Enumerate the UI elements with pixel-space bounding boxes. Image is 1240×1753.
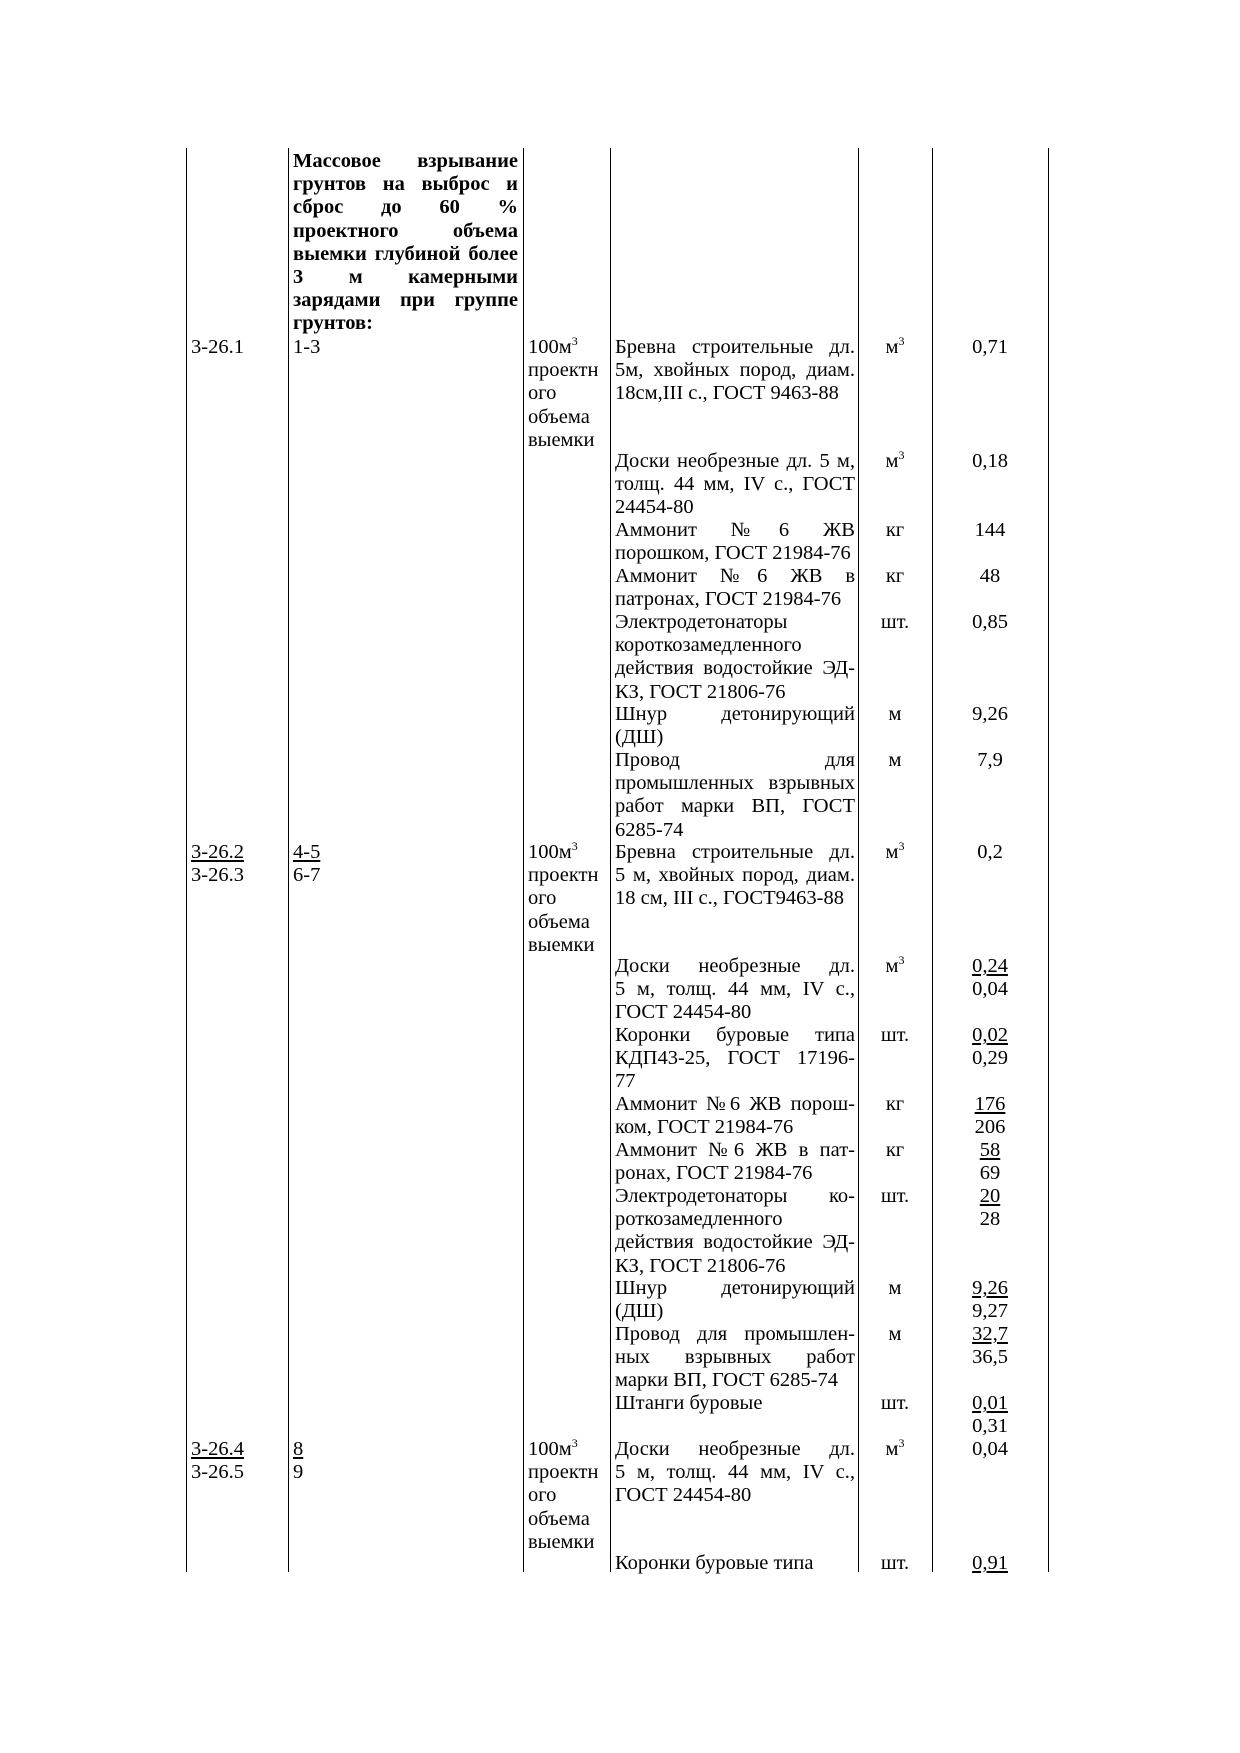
resource-name-line: Аммонит №6 ЖВ порош- [615,1093,855,1115]
resource-measure [862,1093,928,1116]
resource-name-line: 5 м, толщ. 44 мм, IV с., [615,978,855,1001]
measure-unit-superscript: 3 [898,839,905,853]
quantity-line [936,1277,1044,1300]
unit-label-base: 100м [528,1438,572,1460]
quantity-value: 9,26 [972,703,1008,725]
measure-unit [862,1139,928,1162]
resource-name-line: Электродетонаторы ко- [615,1185,855,1207]
measure-unit-superscript: 3 [898,448,905,462]
quantity-line [936,1185,1044,1208]
measure-unit [862,450,928,473]
resource-name-line: (ДШ) [615,726,664,749]
resource-name [615,1139,855,1185]
quantity-value: 0,24 [972,955,1008,977]
measure-unit-base: м [888,1323,902,1345]
resource-name [615,1552,855,1575]
quantity-line [936,1415,1044,1438]
quantity-value: 0,85 [972,611,1008,633]
soil-group-line: 8 [293,1438,304,1460]
resource-name-line: 5 м, хвойных пород, диам. [615,864,855,887]
resource-measure [862,611,928,634]
resource-quantity [936,955,1044,1001]
measure-unit [862,1323,928,1346]
resource-measure [862,1392,928,1415]
resource-quantity [936,1552,1044,1575]
quantity-line [936,1346,1044,1369]
unit-label-line: выемки [528,933,595,956]
resource-name-line: промышленных взрывных [615,772,855,795]
unit-label-line: выемки [528,428,595,451]
resource-quantity [936,519,1044,542]
resource-name-line: Доски необрезные дл. 5 м, [615,450,855,472]
measure-unit [862,955,928,978]
measure-unit-base: кг [885,519,905,541]
soil-group [293,1438,518,1484]
measure-unit-base: шт. [880,611,910,633]
quantity-line [936,1300,1044,1323]
resource-name [615,703,855,749]
table-divider-5 [932,148,933,1572]
resource-name [615,1323,855,1393]
section-title: Массовое взрывание грунтов на выброс и сброс до 60 % проектного объема выемки глубиной более 3 м камерными зарядами при группе грунтов: [293,150,518,335]
table-divider-1 [288,148,289,1572]
resource-name [615,450,855,520]
soil-group [293,841,518,887]
quantity-line [936,955,1044,978]
quantity-line [936,1392,1044,1415]
quantity-line [936,978,1044,1001]
measure-unit [862,841,928,864]
quantity-value: 28 [979,1208,1001,1231]
resource-quantity [936,1139,1044,1185]
resource-name-line: Шнур детонирующий [615,703,855,725]
resource-quantity [936,565,1044,588]
measure-unit-base: м [888,703,902,725]
resource-name [615,1277,855,1323]
measure-unit [862,565,928,588]
resource-measure [862,336,928,359]
quantity-value: 32,7 [972,1323,1008,1345]
soil-group [293,336,518,359]
quantity-value: 0,01 [972,1392,1008,1414]
resource-name-line: толщ. 44 мм, IV с., ГОСТ [615,473,855,496]
quantity-value: 58 [979,1139,1001,1161]
resource-quantity [936,450,1044,473]
measure-unit-base: шт. [880,1185,910,1207]
measure-unit [862,1392,928,1415]
resource-name-line: Бревна строительные дл. [615,841,855,863]
resource-quantity [936,1093,1044,1139]
measure-unit-base: м [885,955,899,977]
quantity-line [936,1438,1044,1461]
resource-name-line: Шнур детонирующий [615,1277,855,1299]
norm-code [191,841,283,887]
quantity-line [936,450,1044,473]
quantity-value: 144 [974,519,1006,541]
norm-code-line: 3-26.1 [191,336,244,358]
resource-name [615,1185,855,1278]
unit-label-base: 100м [528,336,572,358]
resource-name [615,955,855,1025]
quantity-line [936,1047,1044,1070]
resource-name-line: 77 [615,1070,636,1093]
resource-name [615,1438,855,1508]
unit-label-line: объема [528,405,590,428]
resource-name-line: действия водостойкие ЭД- [615,1231,855,1254]
quantity-line [936,1208,1044,1231]
unit-label-line: объема [528,1507,590,1530]
resource-quantity [936,1392,1044,1438]
resource-quantity [936,703,1044,726]
resource-name-line: Доски необрезные дл. [615,1438,855,1460]
quantity-line [936,1116,1044,1139]
measure-unit-superscript: 3 [898,953,905,967]
norm-code-line: 3-26.4 [191,1438,244,1460]
quantity-value: 7,9 [977,749,1003,771]
resource-measure [862,450,928,473]
quantity-line [936,749,1044,772]
quantity-line [936,611,1044,634]
resource-measure [862,519,928,542]
measure-unit-base: м [885,841,899,863]
measure-unit [862,1185,928,1208]
quantity-value: 0,18 [972,450,1008,472]
resource-name-line: 18см,III с., ГОСТ 9463-88 [615,382,839,405]
resource-name-line: 5 м, толщ. 44 мм, IV с., [615,1461,855,1484]
measure-unit [862,749,928,772]
measure-unit-base: кг [885,1093,905,1115]
resource-quantity [936,1185,1044,1231]
quantity-value: 36,5 [972,1346,1008,1369]
measure-unit-base: шт. [880,1024,910,1046]
resource-name-line: ных взрывных работ [615,1346,855,1369]
table-border-left [186,148,187,1572]
measure-unit-base: м [885,1438,899,1460]
resource-name-line: марки ВП, ГОСТ 6285-74 [615,1369,839,1392]
unit-label-line: ого [528,887,557,910]
unit-label-line: объема [528,910,590,933]
resource-measure [862,1438,928,1461]
resource-quantity [936,1277,1044,1323]
resource-name-line: короткозамедленного [615,634,802,657]
quantity-value: 0,02 [972,1024,1008,1046]
quantity-line [936,1139,1044,1162]
resource-name-line: Аммонит №6 ЖВ [615,519,855,541]
table-border-right [1048,148,1049,1572]
norm-code [191,336,283,359]
resource-name-line: КЗ, ГОСТ 21806-76 [615,680,786,703]
unit-of-measure [528,841,606,957]
measure-unit [862,1438,928,1461]
resource-name-line: Коронки буровые типа [615,1552,814,1574]
resource-name-line: порошком, ГОСТ 21984-76 [615,542,851,565]
soil-group-line: 1-3 [293,336,321,358]
resource-quantity [936,749,1044,772]
resource-name-line: работ марки ВП, ГОСТ [615,795,855,818]
resource-measure [862,703,928,726]
resource-name-line: Аммонит №6 ЖВ в пат- [615,1139,855,1161]
measure-unit [862,1093,928,1116]
resource-name [615,841,855,911]
table-divider-2 [523,148,524,1572]
resource-name [615,336,855,406]
resource-measure [862,1024,928,1047]
quantity-line [936,841,1044,864]
measure-unit [862,1277,928,1300]
unit-label [528,1438,606,1461]
quantity-line [936,565,1044,588]
resource-name-line: Электродетонаторы [615,611,788,633]
resource-name-line: КДП43-25, ГОСТ 17196- [615,1047,855,1070]
resource-measure [862,1277,928,1300]
unit-of-measure [528,1438,606,1554]
quantity-line [936,1162,1044,1185]
resource-quantity [936,1323,1044,1369]
measure-unit-base: м [885,450,899,472]
quantity-value: 9,26 [972,1277,1008,1299]
resource-name [615,1392,855,1415]
unit-label-line: проектн [528,1461,599,1484]
quantity-value: 48 [979,565,1001,587]
resource-name-line: 24454-80 [615,496,694,519]
resource-name-line: патронах, ГОСТ 21984-76 [615,588,842,611]
table-divider-3 [610,148,611,1572]
measure-unit-base: м [888,1277,902,1299]
resource-measure [862,565,928,588]
measure-unit [862,336,928,359]
measure-unit [862,519,928,542]
resource-name-line: (ДШ) [615,1300,664,1323]
measure-unit-superscript: 3 [898,1436,905,1450]
measure-unit [862,1552,928,1575]
unit-label-line: ого [528,1484,557,1507]
resource-name-line: действия водостойкие ЭД- [615,657,855,680]
quantity-value: 0,2 [977,841,1003,863]
norm-code-line: 3-26.2 [191,841,244,863]
quantity-line [936,336,1044,359]
quantity-line [936,1552,1044,1575]
quantity-value: 176 [974,1093,1006,1115]
resource-name-line: Бревна строительные дл. [615,336,855,358]
table-divider-4 [858,148,859,1572]
quantity-value: 0,71 [972,336,1008,358]
measure-unit [862,703,928,726]
resource-measure [862,955,928,978]
unit-label-superscript: 3 [571,334,578,348]
resource-name [615,611,855,704]
quantity-value: 69 [979,1162,1001,1185]
norm-code-line: 3-26.5 [191,1461,244,1484]
resource-name-line: ронах, ГОСТ 21984-76 [615,1162,813,1185]
unit-label-line: проектн [528,359,599,382]
quantity-line [936,1093,1044,1116]
resource-quantity [936,841,1044,864]
resource-name [615,519,855,565]
resource-name [615,749,855,842]
resource-name-line: Штанги буровые [615,1392,763,1414]
resource-measure [862,841,928,864]
unit-label-superscript: 3 [571,1436,578,1450]
resource-name-line: 6285-74 [615,818,684,841]
resource-name-line: Аммонит №6 ЖВ в [615,565,855,587]
measure-unit-base: м [885,336,899,358]
measure-unit [862,611,928,634]
quantity-value: 9,27 [972,1300,1008,1323]
resource-name-line: КЗ, ГОСТ 21806-76 [615,1254,786,1277]
resource-name-line: Провод для промышлен- [615,1323,855,1345]
quantity-line [936,1024,1044,1047]
measure-unit-base: кг [885,1139,905,1161]
resource-quantity [936,1024,1044,1070]
resource-quantity [936,1438,1044,1461]
quantity-value: 0,91 [972,1552,1008,1574]
quantity-value: 0,04 [972,1438,1008,1460]
norm-code [191,1438,283,1484]
soil-group-line: 4-5 [293,841,321,863]
resource-measure [862,749,928,772]
unit-label-superscript: 3 [571,839,578,853]
measure-unit-base: м [888,749,902,771]
resource-name-line: ГОСТ 24454-80 [615,1001,752,1024]
norm-code-line: 3-26.3 [191,864,244,887]
unit-label-line: проектн [528,864,599,887]
resource-name-line: 5м, хвойных пород, диам. [615,359,855,382]
unit-label [528,841,606,864]
resource-name [615,565,855,611]
resource-quantity [936,336,1044,359]
quantity-value: 20 [979,1185,1001,1207]
quantity-value: 0,31 [972,1415,1008,1438]
resource-measure [862,1185,928,1208]
resource-name-line: ГОСТ 24454-80 [615,1484,752,1507]
unit-label [528,336,606,359]
unit-label-line: ого [528,382,557,405]
resource-measure [862,1552,928,1575]
quantity-line [936,703,1044,726]
resource-name-line: 18 см, III с., ГОСТ9463-88 [615,887,844,910]
measure-unit [862,1024,928,1047]
measure-unit-base: кг [885,565,905,587]
resource-name-line: роткозамедленного [615,1208,783,1231]
resource-name-line: ком, ГОСТ 21984-76 [615,1116,794,1139]
quantity-value: 0,04 [972,978,1008,1001]
resource-quantity [936,611,1044,634]
soil-group-line: 6-7 [293,864,321,887]
quantity-line [936,519,1044,542]
unit-of-measure [528,336,606,452]
resource-name-line: Провод для [615,749,855,771]
measure-unit-base: шт. [880,1392,910,1414]
quantity-line [936,1323,1044,1346]
resource-measure [862,1323,928,1346]
quantity-value: 0,29 [972,1047,1008,1070]
measure-unit-superscript: 3 [898,334,905,348]
unit-label-base: 100м [528,841,572,863]
resource-name [615,1024,855,1094]
soil-group-line: 9 [293,1461,304,1484]
quantity-value: 206 [974,1116,1006,1139]
measure-unit-base: шт. [880,1552,910,1574]
resource-name-line: Доски необрезные дл. [615,955,855,977]
unit-label-line: выемки [528,1530,595,1553]
resource-measure [862,1139,928,1162]
resource-name-line: Коронки буровые типа [615,1024,855,1046]
resource-name [615,1093,855,1139]
